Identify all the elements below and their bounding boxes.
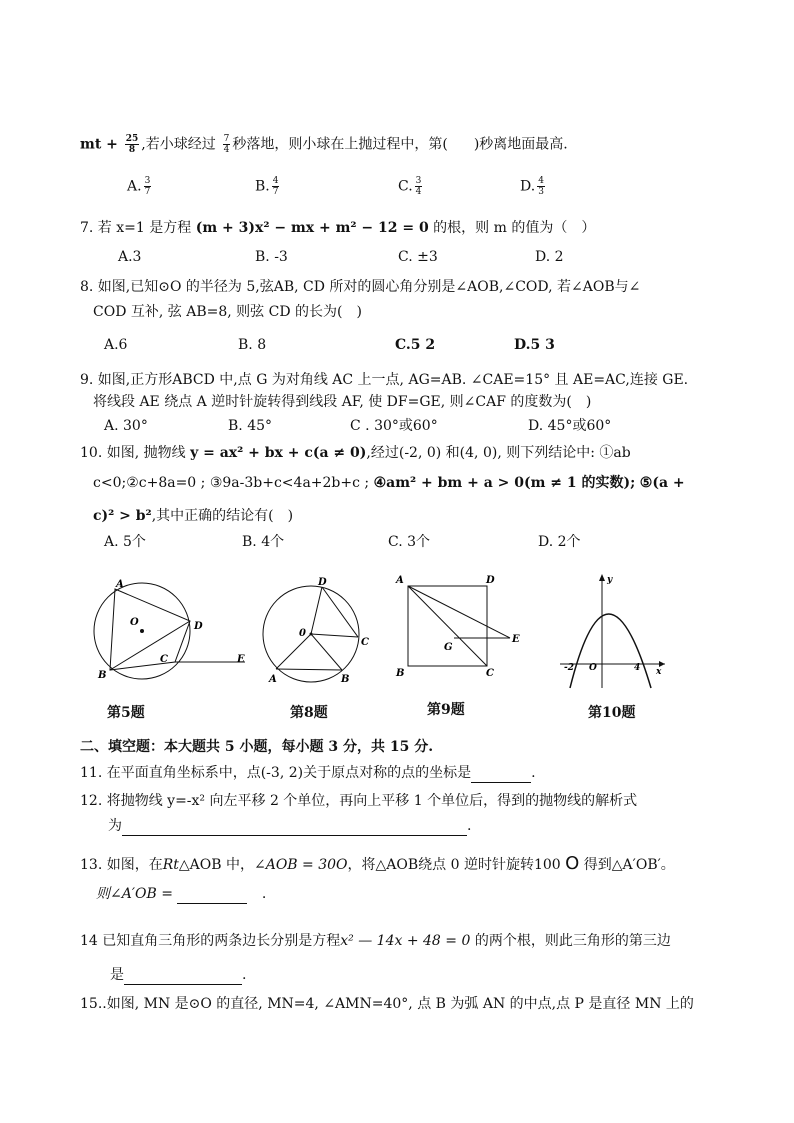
q13-line-1: 13. 如图，在Rt△AOB 中，∠AOB = 30O，将△AOB绕点 0 逆时针旋转100 O 得到△A′OB′。	[80, 853, 675, 874]
fig8-label-o: 0	[299, 628, 306, 639]
q10-option-a: A. 5个	[104, 534, 146, 550]
q11-answer-blank[interactable]	[471, 766, 531, 783]
q8-line-1: 8. 如图,已知⊙O 的半径为 5,弦AB, CD 所对的圆心角分别是∠AOB,∠COD, 若∠AOB与∠	[80, 279, 641, 295]
q14-line-2: 是 .	[110, 967, 247, 983]
fig10-label-4: 4	[634, 663, 641, 673]
fig10-label-o: O	[589, 663, 597, 673]
q13-answer-blank[interactable]	[177, 887, 247, 904]
fig10-label-neg2: -2	[564, 663, 574, 673]
figure-8-circle	[255, 575, 375, 685]
q9-option-b: B. 45°	[228, 418, 273, 434]
fraction-25-8: $\frac{25}{8}$	[125, 134, 139, 155]
fig9-label-g: G	[444, 642, 453, 653]
q9-line-2: 将线段 AE 绕点 A 逆时针旋转得到线段 AF, 使 DF=GE, 则∠CAF 的度数为( )	[93, 394, 592, 410]
figure-5-caption: 第5题	[107, 705, 145, 721]
fig8-label-c: C	[361, 637, 369, 648]
q10-option-d: D. 2个	[538, 534, 581, 550]
q15-line-1: 15..如图, MN 是⊙O 的直径, MN=4, ∠AMN=40°, 点 B 为弧 AN 的中点,点 P 是直径 MN 上的	[80, 996, 694, 1012]
fig8-label-d: D	[318, 577, 327, 588]
fig5-label-e: E	[237, 654, 245, 665]
q14-answer-blank[interactable]	[124, 968, 242, 985]
q6-option-b: B. $\frac{4}{7}$	[255, 176, 279, 197]
q10-option-b: B. 4个	[242, 534, 285, 550]
fig5-label-a: A	[116, 579, 124, 590]
fig5-label-c: C	[160, 654, 168, 665]
q13-line-2: 则∠A′OB = .	[96, 886, 267, 902]
q12-answer-blank[interactable]	[122, 819, 467, 836]
fig9-label-b: B	[396, 668, 405, 679]
q12-line-2: 为 .	[108, 818, 472, 834]
q8-option-d: D.5 3	[514, 337, 555, 353]
q10-line-3: c)² > b²,其中正确的结论有( )	[93, 508, 294, 524]
fig8-label-b: B	[341, 674, 350, 685]
q7-option-c: C. ±3	[398, 249, 438, 265]
figure-8-caption: 第8题	[290, 705, 328, 721]
fig9-label-d: D	[486, 575, 495, 586]
q6-option-c: C. $\frac{3}{4}$	[398, 176, 422, 197]
figure-9-square	[392, 572, 532, 682]
fig5-label-d: D	[194, 621, 203, 632]
q8-option-a: A.6	[104, 337, 128, 353]
q7-option-b: B. -3	[255, 249, 288, 265]
q12-line-1: 12. 将抛物线 y=-x² 向左平移 2 个单位，再向上平移 1 个单位后，得到的抛物线的解析式	[80, 793, 638, 809]
q6-option-d: D. $\frac{4}{3}$	[520, 176, 544, 197]
fig9-label-e: E	[512, 634, 520, 645]
section-2-heading: 二、填空题：本大题共 5 小题，每小题 3 分，共 15 分.	[80, 739, 434, 755]
q10-line-2: c<0;②c+8a=0 ; ③9a-3b+c<4a+2b+c ; ④am² + bm + a > 0(m ≠ 1 的实数); ⑤(a +	[93, 475, 685, 491]
q9-option-d: D. 45°或60°	[528, 418, 612, 434]
fraction-7-4: $\frac{7}{4}$	[223, 134, 230, 155]
q8-line-2: COD 互补, 弦 AB=8, 则弦 CD 的长为( )	[93, 304, 362, 320]
q11: 11. 在平面直角坐标系中，点(-3, 2)关于原点对称的点的坐标是 .	[80, 765, 536, 781]
q9-option-c: C . 30°或60°	[350, 418, 438, 434]
q7-stem: 7. 若 x=1 是方程 (m + 3)x² − mx + m² − 12 = 0 的根，则 m 的值为（ ）	[80, 220, 596, 236]
figure-9-caption: 第9题	[427, 702, 465, 718]
q7-option-d: D. 2	[535, 249, 564, 265]
q8-option-c: C.5 2	[395, 337, 436, 353]
fig5-label-b: B	[98, 670, 107, 681]
fig9-label-a: A	[396, 575, 404, 586]
figure-10-caption: 第10题	[588, 705, 636, 721]
fig8-label-a: A	[269, 674, 277, 685]
q10-option-c: C. 3个	[388, 534, 431, 550]
figure-10-parabola	[555, 570, 675, 690]
q9-line-1: 9. 如图,正方形ABCD 中,点 G 为对角线 AC 上一点, AG=AB. ∠CAE=15° 且 AE=AC,连接 GE.	[80, 372, 689, 388]
q9-option-a: A. 30°	[104, 418, 148, 434]
fig9-label-c: C	[486, 668, 494, 679]
fig10-label-y: y	[607, 575, 613, 585]
figure-5-circle	[90, 575, 260, 685]
q14-line-1: 14 已知直角三角形的两条边长分别是方程x² — 14x + 48 = 0 的两个根，则此三角形的第三边	[80, 933, 671, 949]
q6-option-a: A. $\frac{3}{7}$	[127, 176, 151, 197]
q10-line-1: 10. 如图, 抛物线 y = ax² + bx + c(a ≠ 0),经过(-2, 0) 和(4, 0), 则下列结论中: ①ab	[80, 445, 631, 461]
fig10-label-x: x	[656, 667, 662, 677]
q6-continuation: mt + $\frac{25}{8}$ ,若小球经过 $\frac{7}{4}$ 秒落地，则小球在上抛过程中，第( )秒离地面最高.	[80, 134, 568, 155]
q8-option-b: B. 8	[238, 337, 267, 353]
q7-option-a: A.3	[118, 249, 142, 265]
fig5-label-o: O	[130, 617, 139, 628]
